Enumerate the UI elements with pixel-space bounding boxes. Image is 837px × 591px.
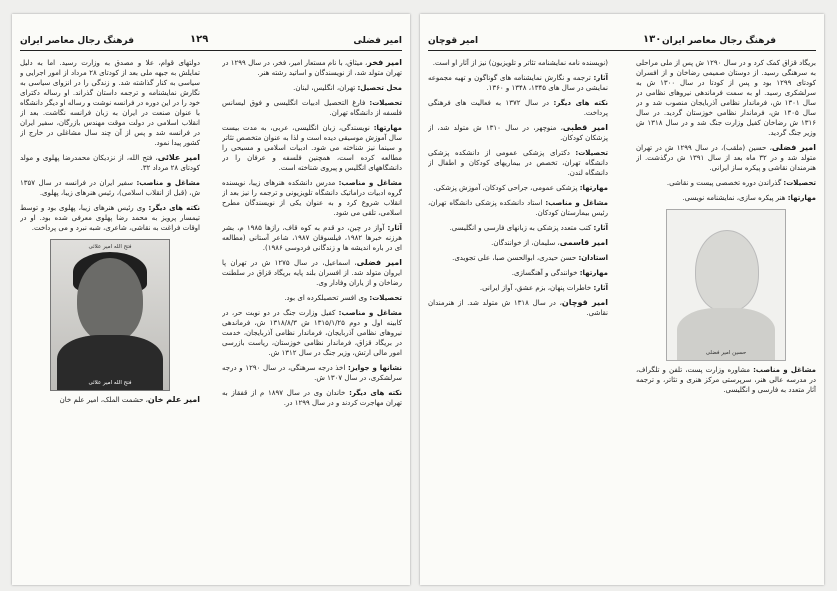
- running-entry-name: امیر قوچان: [428, 36, 479, 46]
- entry-field: آثار: آواز در چین، دو قدم به کوه قاف، رازها ۱۹۸۵ م، بشر هرزنه خبرها ۱۹۸۲، فیلسوفان ۱۹۸۷، شاعر آستانی (مطالعه ای در باره اندیشه ها و زندگانی فردوسی ۱۹۸۶).: [222, 224, 402, 252]
- entry-continuation: دولتهای قوام، علا و مصدق به وزارت رسید. اما به دلیل تمایلش به جبهه ملی بعد از کودتای ۲۸ مرداد از امور اجرایی و سیاسی به کنار گذاشته شد. و زندگی را در انزوای سیاسی به نگارش نمایشنامه و ترجمه داستان گذراند. او رساله دکترای خود را در این دوره در فرانسه نوشت و رساله او دیگر دانشگاه با عنوان صنعت در ایران به زبان فرانسه نگاشت. بعد از انقلاب اسلامی در دولت موقت مهندس بازرگان، سفیر ایران در فرانسه شد و پس از آن چند سال مشاغلی در خارج از کشور پیدا نمود.: [20, 59, 200, 147]
- page-number: ۱۲۹: [190, 34, 209, 45]
- entry: امیر علائی، فتح الله، از نزدیکان محمدرضا پهلوی و مولد کودتای ۲۸ مرداد ۳۲.: [20, 153, 200, 172]
- entry-name: امیر قطبی: [562, 123, 608, 132]
- entry-field: استادان: حسن حیدری، ابوالحسن صبا، علی تجویدی.: [452, 254, 608, 262]
- entry-field: مهارتها: پزشکی عمومی، جراحی کودکان، آموزش پزشکی.: [433, 184, 608, 192]
- entry: امیر فضلی، اسماعیل، در سال ۱۲۷۵ ش در تهران پا ایروان متولد شد. از افسران بلند پایه بریگاد قزاق در سلطنت رضاخان و از یاران وفادار وی.: [222, 258, 402, 287]
- entry-name: امیر فضلی: [356, 258, 402, 267]
- entry-field: آثار: ترجمه و نگارش نمایشنامه های گوناگون و تهیه مجموعه نمایشی در سال های ۱۳۴۵، ۱۳۴۸ و ۱۳۶۰.: [428, 74, 608, 92]
- column-left: [428, 58, 608, 581]
- portrait-face: [77, 258, 143, 342]
- photo-caption-top: فتح الله امیر علائی: [88, 244, 132, 250]
- running-title: فرهنگ رجال معاصر ایران: [20, 36, 135, 46]
- right-page: [420, 14, 824, 585]
- portrait-photo: [50, 239, 170, 391]
- entry-field: تحصیلات: دکترای پزشکی عمومی از دانشکده پزشکی دانشگاه تهران، تخصص در بیماریهای کودکان و اطفال از دانشگاه لندن.: [428, 149, 608, 177]
- photo-caption: فتح الله امیر علائی: [88, 380, 132, 386]
- entry-field: نکته های دیگر: خاندان وی در سال ۱۸۹۷ م از قفقاز به تهران مهاجرت کردند و در سال ۱۲۹۹ در.: [222, 389, 402, 407]
- entry: امیر قطبی، منوچهر، در سال ۱۳۱۰ ش متولد شد، از پزشکان کودکان.: [428, 123, 608, 142]
- entry-field: مشاغل و مناصب: سفیر ایران در فرانسه در سال ۱۳۵۷ ش، (قبل از انقلاب اسلامی)، رئیس هنرهای زیبا، پهلوی.: [20, 179, 200, 197]
- portrait-face: [695, 230, 759, 312]
- page-number: ۱۳۰: [643, 34, 662, 45]
- entry-field: نشانها و جوایز: اخذ درجه سرهنگی، در سال ۱۲۹۰ و درجه سرلشکری، در سال ۱۳۰۷ ش.: [222, 364, 402, 382]
- entry-field: مشاغل و مناصب: استاد دانشکده پزشکی دانشگاه تهران، رئیس بیمارستان کودکان.: [428, 199, 608, 217]
- entry-field: آثار: کتب متعدد پزشکی به زبانهای فارسی و انگلیسی.: [449, 224, 608, 232]
- entry-field: مشاغل و مناصب: مشاوره وزارت پست، تلفن و تلگراف، در مدرسه عالی هنر، سرپرستی مرکز هنری و تئاتر، و ترجمه آثار متعدد به فارسی و انگلیسی.: [636, 366, 816, 394]
- entry-name: امیر علم خان: [147, 395, 200, 404]
- entry: امیر فضلی، حسین (ملقب)، در سال ۱۲۹۹ ش در تهران متولد شد و در ۳۲ ماه بعد از سال ۱۳۹۱ ش درگذشت. از هنرمندان نقاشی و پیکره ساز ایرانی.: [636, 143, 816, 172]
- entry-field: تحصیلات: وی افسر تحصیلکرده ای بود.: [284, 294, 402, 302]
- entry: امیر علم خان، حشمت الملک، امیر علم خان: [59, 395, 200, 404]
- entry-field: تحصیلات: فارغ التحصیل ادبیات انگلیسی و فوق لیسانس فلسفه از دانشگاه تهران.: [222, 99, 402, 117]
- entry-field: مهارتها: خوانندگی و آهنگسازی.: [511, 269, 608, 277]
- left-page: [12, 14, 410, 585]
- entry-name: امیر قوچان: [561, 298, 608, 307]
- entry-field: تحصیلات: گذراندن دوره تخصصی پیست و نقاشی.: [666, 179, 816, 187]
- entry-field: مهارتها: هنر پیکره سازی، نمایشنامه نویسی.: [682, 194, 816, 202]
- portrait-photo: [666, 209, 786, 361]
- entry: امیر قوچان، در سال ۱۳۱۸ ش متولد شد. از هنرمندان نقاشی.: [428, 298, 608, 317]
- running-entry-name: امیر فضلی: [353, 36, 402, 46]
- entry-name: امیر علائی: [157, 153, 200, 162]
- photo-caption: حسین امیر فضلی: [705, 350, 747, 356]
- entry-continuation: (نویسنده نامه نمایشنامه تئاتر و تلویزیون) نیز از آثار او است.: [432, 59, 608, 67]
- entry-name: امیر فضلی: [771, 143, 816, 152]
- entry-field: نکته های دیگر: وی رئیس هنرهای زیبا، پهلوی بود و توسط تیمسار پرویز به محمد رضا پهلوی معرفی شده بود. او در اوقات فراغت به نقاشی، شاعری، شبه نبرد و می پرداخت.: [20, 204, 200, 232]
- column-left: [20, 58, 200, 581]
- entry-name: امیر قاسمی: [559, 238, 608, 247]
- entry-field: نکته های دیگر: در سال ۱۳۷۲ به فعالیت های فرهنگی پرداخت.: [428, 99, 608, 117]
- column-right: [636, 58, 816, 581]
- entry: امیر قاسمی، سلیمان، از خوانندگان.: [491, 238, 608, 247]
- entry-field: مشاغل و مناصب: مدرس دانشکده هنرهای زیبا، نویسنده گروه ادبیات دراماتیک دانشگاه تلویزیونی و ترجمه را نیز بعد از انقلاب شروع کرد و به عنوان یکی از نویسندگان مطرح اسلامی، تلقی می شود.: [222, 179, 402, 217]
- entry-field: مشاغل و مناصب: کفیل وزارت جنگ در دو نوبت حر، در کابینه اول و دوم ۱۳۱۵/۱/۲۵ ش ۱۳۱۸/۸/۳ ش، فرماندهی نیروهای نظامی آذربایجان، فرماندار نظامی آذربایجان، خدمت در بریگاد قزاق، فرماندار نظامی خوزستان، ریاست بازرسی امور مالی ارتش، وزیر جنگ در سال ۱۳۱۲ ش.: [222, 309, 402, 357]
- entry-field: محل تحصیل: تهران، انگلیس، لبنان.: [293, 84, 402, 92]
- page-header: [20, 34, 402, 51]
- entry-continuation: بریگاد قزاق کمک کرد و در سال ۱۲۹۰ ش پس از ملی مراحلی به سرهنگی رسید. از دوستان صمیمی رضاخان و از افسران کودتای ۱۲۹۹ بود و پس از کودتا در سال ۱۳۰۰ ش به سرلشکری رسید. او به سمت فرماندهی نیروهای نظامی در سال ۱۳۰۱ ش، فرماندار نظامی آذربایجان منصوب شد و در سال ۱۳۰۵ ش، فرماندار نظامی خوزستان گردید. در سال ۱۳۱۶ ش رضاخان کفیل وزارت جنگ شد و در سال ۱۳۱۸ ش وزیر جنگ گردید.: [636, 59, 816, 137]
- entry: امیر فخر، میثاق، با نام مستعار امیر، فخر، در سال ۱۲۹۹ در تهران متولد شد، از نویسندگان و اساتید رشته هنر.: [222, 58, 402, 77]
- column-right: [222, 58, 402, 581]
- entry-field: آثار: خاطرات پنهان، بزم عشق، آواز ایرانی.: [479, 284, 608, 292]
- page-header: [428, 34, 816, 51]
- running-title: فرهنگ رجال معاصر ایران: [661, 36, 776, 46]
- entry-field: مهارتها: نویسندگی، زبان انگلیسی، عربی، به مدت بیست سال آموزش موسیقی دیده است و لذا به عنوان متخصص تئاتر و سینما نیز شناخته می شود. ادبیات اسلامی و مسیحی را مطالعه کرده است، همچنین فلسفه و عرفان را در دانشگاههای انگلیس و پیروی شناخته است.: [222, 124, 402, 172]
- entry-name: امیر فخر: [367, 58, 402, 67]
